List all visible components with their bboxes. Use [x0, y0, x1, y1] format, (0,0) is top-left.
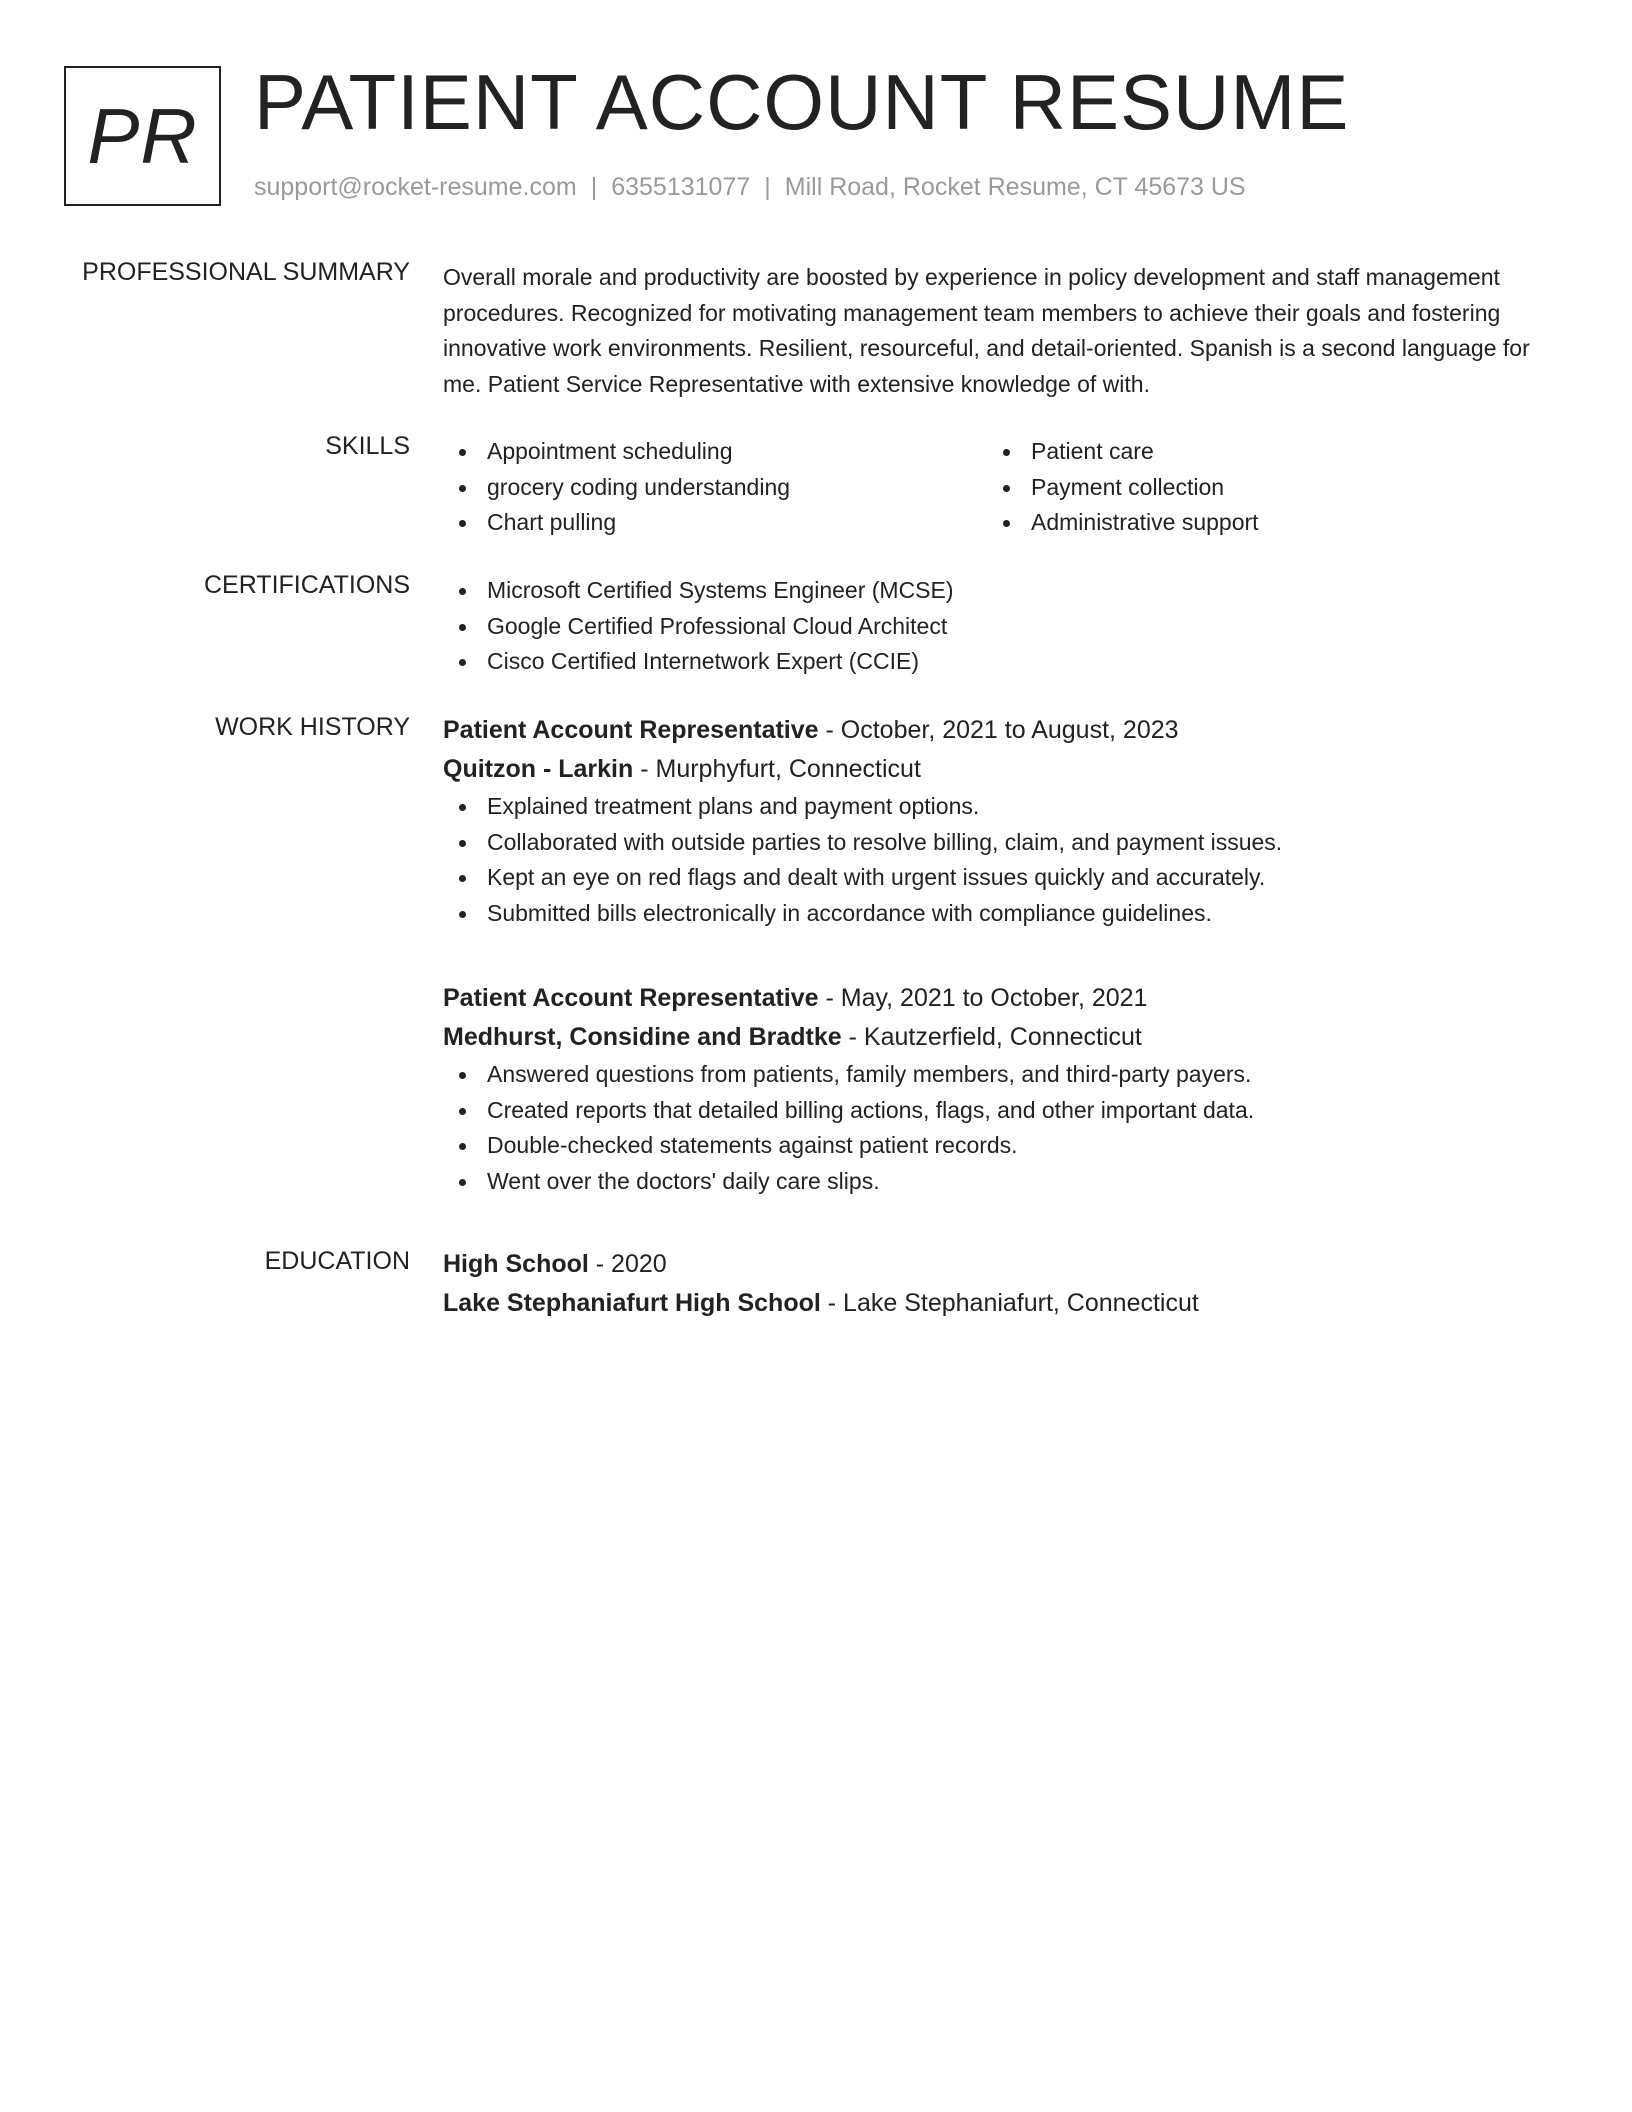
contact-separator: | [590, 173, 598, 201]
job-entry [443, 711, 1553, 931]
monogram-initials: PR [87, 91, 198, 180]
list-item: Microsoft Certified Systems Engineer (MCSE) [443, 573, 1553, 609]
job-bullets [443, 1057, 1553, 1199]
list-item: Submitted bills electronically in accordance with compliance guidelines. [443, 896, 1553, 932]
list-item: Google Certified Professional Cloud Architect [443, 609, 1553, 645]
monogram-box [64, 66, 221, 206]
list-item: Appointment scheduling [443, 434, 987, 470]
education-degree-line [443, 1245, 1553, 1284]
list-item: Double-checked statements against patient records. [443, 1128, 1553, 1164]
list-item: Chart pulling [443, 505, 987, 541]
resume-title: PATIENT ACCOUNT RESUME [254, 58, 1350, 146]
job-entry [443, 979, 1553, 1199]
list-item: Administrative support [987, 505, 1531, 541]
certifications-body [443, 573, 1553, 680]
job-dates: - May, 2021 to October, 2021 [818, 984, 1148, 1012]
job-title-line [443, 979, 1553, 1018]
skills-list-right [987, 434, 1531, 541]
job-title-line [443, 711, 1553, 750]
education-body [443, 1245, 1553, 1323]
job-bullets [443, 789, 1553, 931]
skills-body [443, 434, 1553, 541]
job-company-line [443, 1018, 1553, 1057]
list-item: Kept an eye on red flags and dealt with urgent issues quickly and accurately. [443, 860, 1553, 896]
section-label-education: EDUCATION [264, 1247, 410, 1275]
section-label-summary: PROFESSIONAL SUMMARY [82, 258, 410, 286]
education-location: - Lake Stephaniafurt, Connecticut [820, 1289, 1199, 1317]
list-item: Answered questions from patients, family members, and third-party payers. [443, 1057, 1553, 1093]
skills-grid [443, 434, 1553, 541]
list-item: Explained treatment plans and payment options. [443, 789, 1553, 825]
job-dates: - October, 2021 to August, 2023 [818, 716, 1179, 744]
job-role: Patient Account Representative [443, 716, 819, 744]
list-item: Cisco Certified Internetwork Expert (CCIE) [443, 644, 1553, 680]
list-item: Created reports that detailed billing actions, flags, and other important data. [443, 1093, 1553, 1129]
list-item: Patient care [987, 434, 1531, 470]
job-company: Quitzon - Larkin [443, 755, 634, 783]
education-degree: High School [443, 1250, 589, 1278]
contact-email: support@rocket-resume.com [254, 173, 577, 201]
job-role: Patient Account Representative [443, 984, 819, 1012]
skills-list-left [443, 434, 987, 541]
list-item: Payment collection [987, 470, 1531, 506]
job-location: - Kautzerfield, Connecticut [841, 1023, 1142, 1051]
list-item: Went over the doctors' daily care slips. [443, 1164, 1553, 1200]
list-item: Collaborated with outside parties to resolve billing, claim, and payment issues. [443, 825, 1553, 861]
certifications-list [443, 573, 1553, 680]
job-company-line [443, 750, 1553, 789]
contact-separator: | [764, 173, 771, 201]
section-label-certifications: CERTIFICATIONS [203, 571, 410, 599]
section-label-skills: SKILLS [325, 432, 410, 460]
list-item: grocery coding understanding [443, 470, 987, 506]
education-school-line [443, 1284, 1553, 1323]
education-year: - 2020 [588, 1250, 667, 1278]
contact-line [254, 173, 1246, 202]
job-company: Medhurst, Considine and Bradtke [443, 1023, 842, 1051]
summary-body [443, 260, 1553, 402]
contact-address: Mill Road, Rocket Resume, CT 45673 US [784, 173, 1246, 201]
job-location: - Murphyfurt, Connecticut [633, 755, 921, 783]
summary-text: Overall morale and productivity are boosted by experience in policy development and staff management procedures. Recognized for motivating management team members to achieve their goals and fostering innovative work environments. Resilient, resourceful, and detail-oriented. Spanish is a second language for me. Patient Service Representative with extensive knowledge of with. [443, 264, 1530, 397]
section-label-work-history: WORK HISTORY [215, 713, 410, 741]
contact-phone: 6355131077 [611, 173, 751, 201]
education-school: Lake Stephaniafurt High School [443, 1289, 821, 1317]
